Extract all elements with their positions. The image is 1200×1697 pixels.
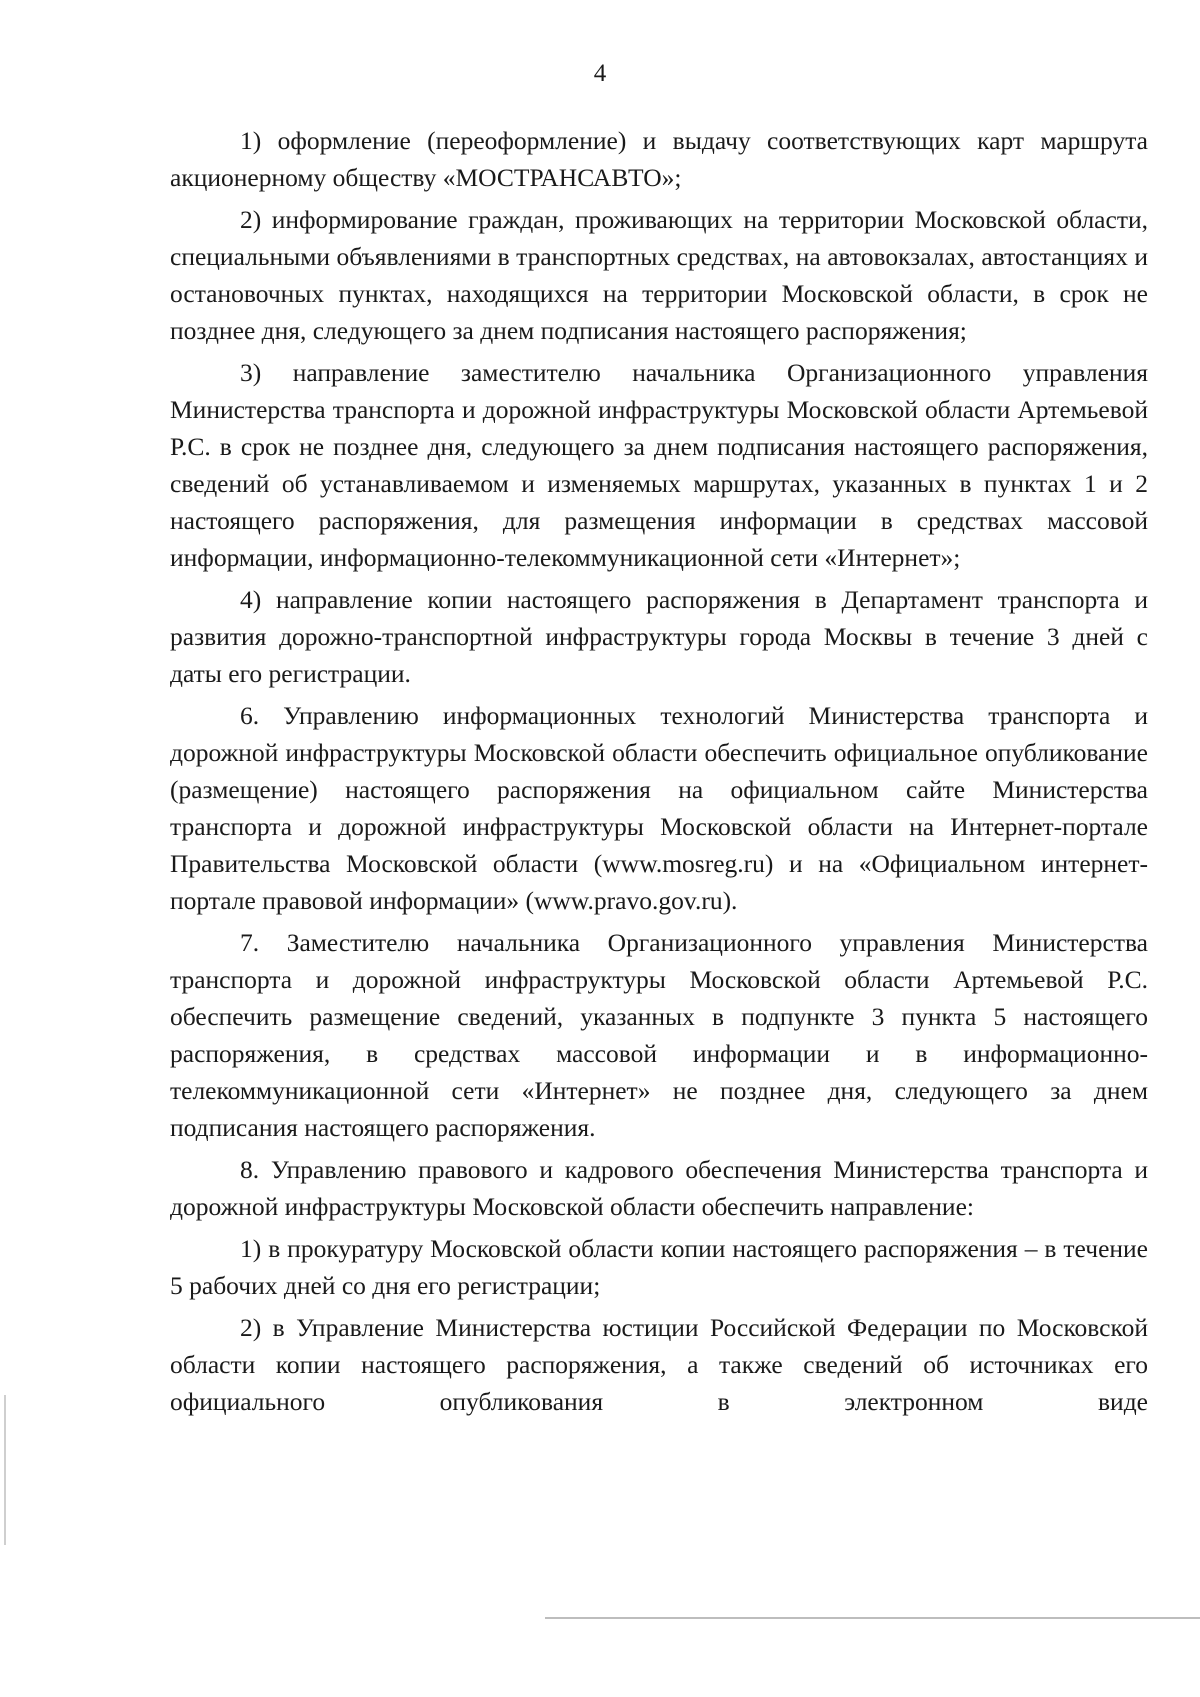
paragraph-item-7: 7. Заместителю начальника Организационного управления Министерства транспорта и дорожной инфраструктуры Московской области Артемьевой Р.С. обеспечить размещение сведений, указанных в подпункте 3 пункта 5 настоящего распоряжения, в средствах массовой информации и в информационно-телекоммуникационной сети «Интернет» не позднее дня, следующего за днем подписания настоящего распоряжения. — [170, 928, 1148, 1142]
scan-bottom-line — [545, 1617, 1200, 1619]
page-number: 4 — [593, 60, 607, 87]
paragraph-subitem-8-1: 1) в прокуратуру Московской области копии настоящего распоряжения – в течение 5 рабочих дней со дня его регистрации; — [170, 1234, 1148, 1300]
document-body — [170, 122, 1148, 1425]
paragraph-subitem-8-2: 2) в Управление Министерства юстиции Российской Федерации по Московской области копии настоящего распоряжения, а также сведений об источниках его официального опубликования в электронном виде — [170, 1313, 1148, 1416]
paragraph-subitem-1: 1) оформление (переоформление) и выдачу соответствующих карт маршрута акционерному обществу «МОСТРАНСАВТО»; — [170, 126, 1148, 192]
paragraph-subitem-3: 3) направление заместителю начальника Организационного управления Министерства транспорта и дорожной инфраструктуры Московской области Артемьевой Р.С. в срок не позднее дня, следующего за днем подписания настоящего распоряжения, сведений об устанавливаемом и изменяемых маршрутах, указанных в пунктах 1 и 2 настоящего распоряжения, для размещения информации в средствах массовой информации, информационно-телекоммуникационной сети «Интернет»; — [170, 358, 1148, 572]
paragraph-subitem-4: 4) направление копии настоящего распоряжения в Департамент транспорта и развития дорожно-транспортной инфраструктуры города Москвы в течение 3 дней с даты его регистрации. — [170, 585, 1148, 688]
scan-edge-mark — [4, 1395, 6, 1545]
paragraph-subitem-2: 2) информирование граждан, проживающих на территории Московской области, специальными объявлениями в транспортных средствах, на автовокзалах, автостанциях и остановочных пунктах, находящихся на территории Московской области, в срок не позднее дня, следующего за днем подписания настоящего распоряжения; — [170, 205, 1148, 345]
paragraph-item-6: 6. Управлению информационных технологий Министерства транспорта и дорожной инфраструктуры Московской области обеспечить официальное опубликование (размещение) настоящего распоряжения на официальном сайте Министерства транспорта и дорожной инфраструктуры Московской области на Интернет-портале Правительства Московской области (www.mosreg.ru) и на «Официальном интернет-портале правовой информации» (www.pravo.gov.ru). — [170, 701, 1148, 915]
paragraph-item-8: 8. Управлению правового и кадрового обеспечения Министерства транспорта и дорожной инфраструктуры Московской области обеспечить направление: — [170, 1155, 1148, 1221]
